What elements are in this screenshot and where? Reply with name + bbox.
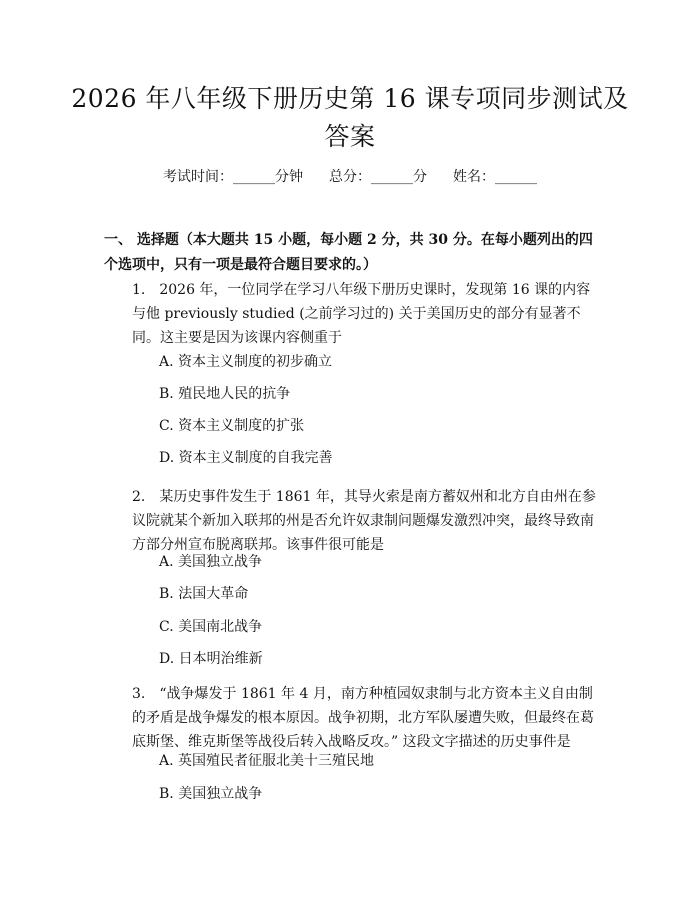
name-field: 姓名：______ <box>453 169 537 185</box>
page-title: 2026 年八年级下册历史第 16 课专项同步测试及答案 <box>71 84 629 151</box>
question-1-option-a: A. 资本主义制度的初步确立 <box>159 354 333 370</box>
question-1-option-c: C. 资本主义制度的扩张 <box>159 418 305 434</box>
total-score-field: 总分：______分 <box>329 169 427 185</box>
question-2-option-b: B. 法国大革命 <box>159 586 249 602</box>
question-2-option-d: D. 日本明治维新 <box>159 651 263 667</box>
question-3-option-a: A. 英国殖民者征服北美十三殖民地 <box>159 753 375 769</box>
question-stem: 3. “战争爆发于 1861 年 4 月，南方种植园奴隶制与北方资本主义自由制的矛盾是战争爆发的根本原因。战争初期，北方军队屡遭失败，但最终在葛底斯堡、维克斯堡等战役后转入战略反攻。” 这段文字描述的历史事件是 <box>132 686 594 750</box>
question-2-option-c: C. 美国南北战争 <box>159 619 263 635</box>
section-heading: 一、 选择题（本大题共 15 小题，每小题 2 分，共 30 分。在每小题列出的四个选项中，只有一项是最符合题目要求的。） <box>104 232 593 273</box>
question-stem: 1. 2026 年，一位同学在学习八年级下册历史课时，发现第 16 课的内容与他 previously studied (之前学习过的) 关于美国历史的部分有显著不同。这主要是因为该课内容侧重于 <box>132 282 591 346</box>
question-3-option-b: B. 美国独立战争 <box>159 786 263 802</box>
question-1-option-b: B. 殖民地人民的抗争 <box>159 386 291 402</box>
question-1 <box>104 278 600 350</box>
question-3 <box>104 682 600 754</box>
question-2-option-a: A. 美国独立战争 <box>159 554 263 570</box>
question-2 <box>104 485 600 557</box>
question-1-option-d: D. 资本主义制度的自我完善 <box>159 450 333 466</box>
question-stem: 2. 某历史事件发生于 1861 年，其导火索是南方蓄奴州和北方自由州在参议院就某个新加入联邦的州是否允许奴隶制问题爆发激烈冲突，最终导致南方部分州宣布脱离联邦。该事件很可能是 <box>132 489 596 553</box>
exam-time-field: 考试时间：______分钟 <box>163 169 303 185</box>
exam-info <box>0 166 700 188</box>
